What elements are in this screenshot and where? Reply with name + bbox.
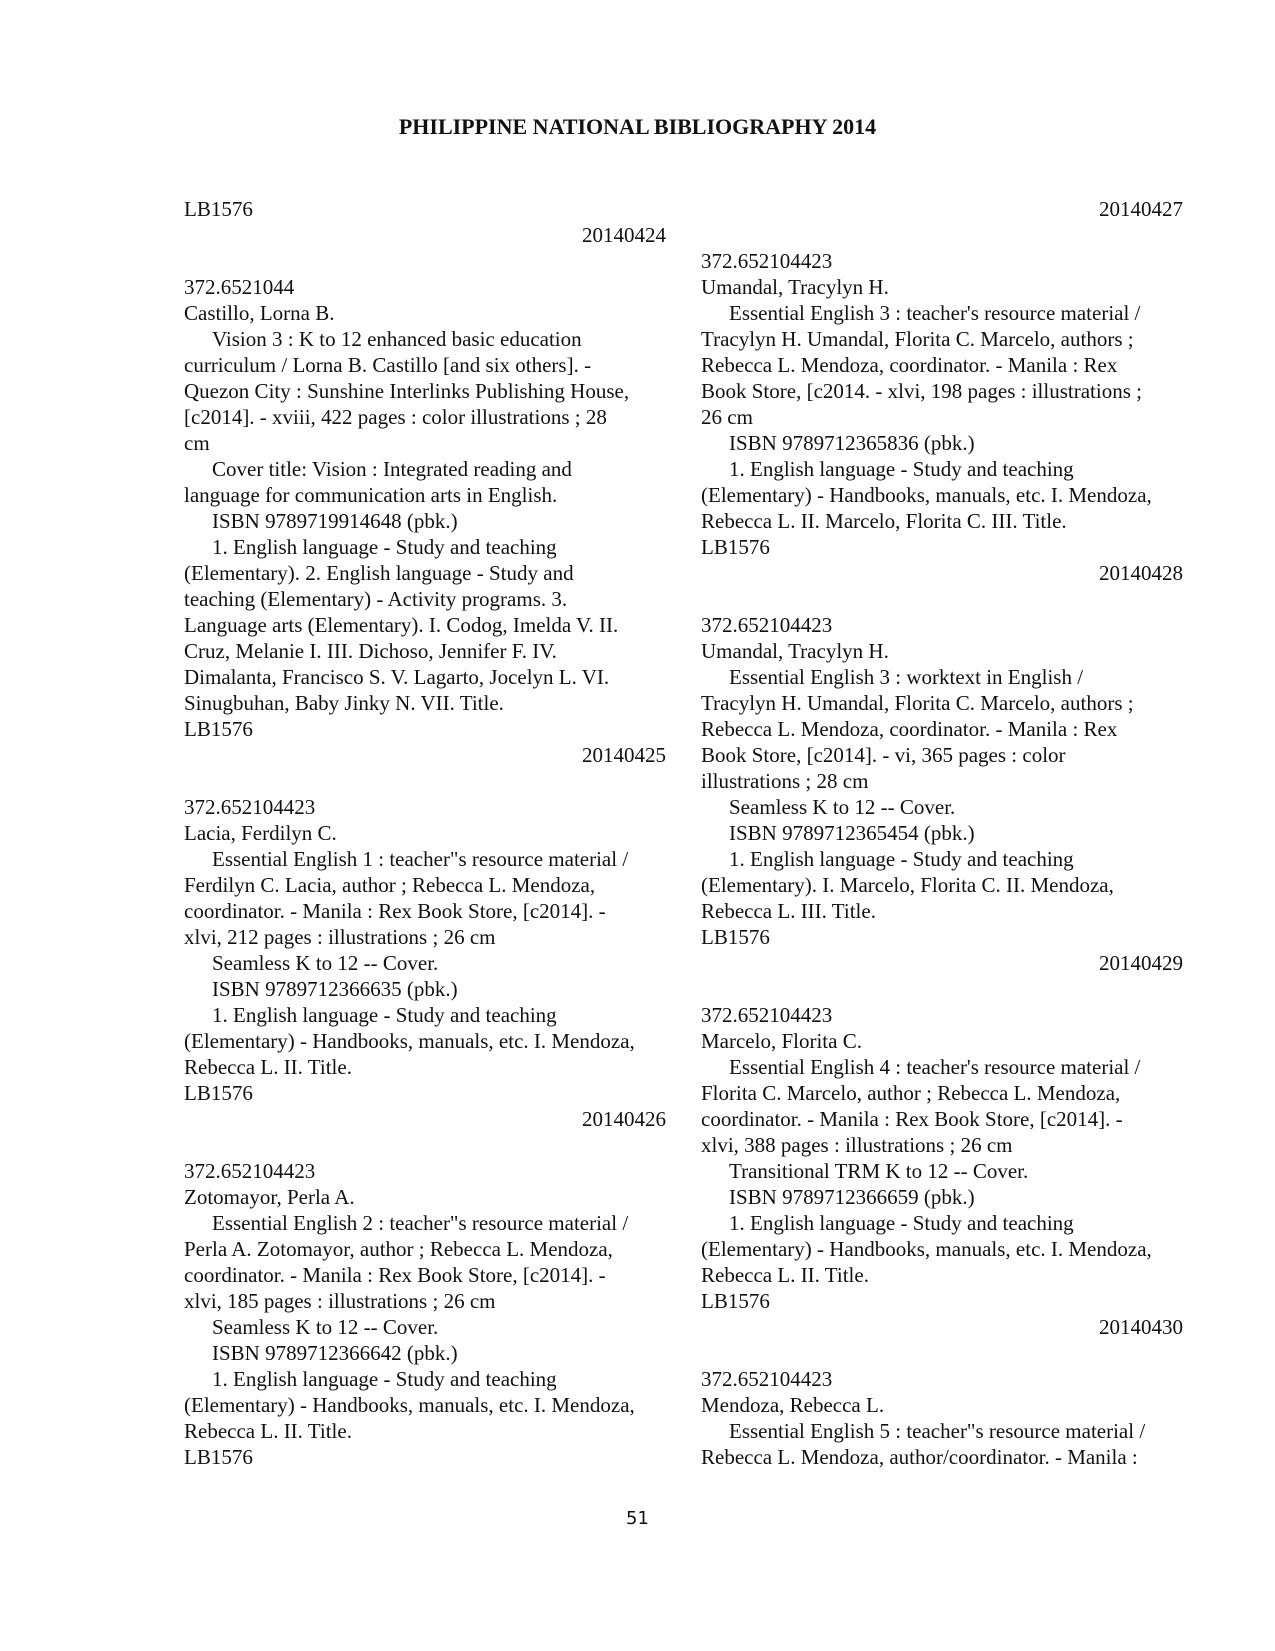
right-record-date: 20140429 xyxy=(1099,951,1183,975)
right-spacer xyxy=(701,976,1183,1002)
left-entry-line: LB1576 xyxy=(184,1445,253,1469)
right-entry-line: ISBN 9789712365836 (pbk.) xyxy=(729,431,975,455)
right-entry-line: LB1576 xyxy=(701,925,770,949)
right-entry-line: LB1576 xyxy=(701,1289,770,1313)
right-entry-line: Mendoza, Rebecca L. xyxy=(701,1393,885,1417)
right-entry-line: ISBN 9789712365454 (pbk.) xyxy=(729,821,975,845)
left-entry-line: 1. English language - Study and teaching xyxy=(212,1367,557,1391)
left-entry-line: Castillo, Lorna B. xyxy=(184,301,335,325)
left-column xyxy=(184,196,666,1470)
right-entry-line: 1. English language - Study and teaching xyxy=(729,1211,1074,1235)
right-entry-line: Essential English 5 : teacher"s resource material / xyxy=(729,1419,1146,1443)
left-entry-line: 372.652104423 xyxy=(184,795,316,819)
right-entry-line: Tracylyn H. Umandal, Florita C. Marcelo, authors ; xyxy=(701,327,1134,351)
right-entry-line: Umandal, Tracylyn H. xyxy=(701,275,889,299)
right-entry-line: Transitional TRM K to 12 -- Cover. xyxy=(729,1159,1029,1183)
page-title: PHILIPPINE NATIONAL BIBLIOGRAPHY 2014 xyxy=(398,114,877,139)
left-entry-line: Lacia, Ferdilyn C. xyxy=(184,821,337,845)
right-entry-line: Rebecca L. Mendoza, coordinator. - Manila : Rex xyxy=(701,353,1118,377)
right-entry-line: Seamless K to 12 -- Cover. xyxy=(729,795,956,819)
left-entry-line: 372.6521044 xyxy=(184,275,295,299)
right-entry-line: 1. English language - Study and teaching xyxy=(729,457,1074,481)
left-entry-line: Sinugbuhan, Baby Jinky N. VII. Title. xyxy=(184,691,504,715)
right-record-date: 20140428 xyxy=(1099,561,1183,585)
right-spacer xyxy=(701,222,1183,248)
right-entry-line: xlvi, 388 pages : illustrations ; 26 cm xyxy=(701,1133,1013,1157)
right-entry-line: coordinator. - Manila : Rex Book Store, [c2014]. - xyxy=(701,1107,1123,1131)
left-entry-line: Seamless K to 12 -- Cover. xyxy=(212,1315,439,1339)
left-entry-line: Zotomayor, Perla A. xyxy=(184,1185,355,1209)
left-entry-line: LB1576 xyxy=(184,717,253,741)
right-entry-line: Tracylyn H. Umandal, Florita C. Marcelo, authors ; xyxy=(701,691,1134,715)
left-entry-line: LB1576 xyxy=(184,1081,253,1105)
left-record-date: 20140424 xyxy=(582,223,666,247)
left-entry-line: Essential English 2 : teacher"s resource material / xyxy=(212,1211,629,1235)
left-entry-line: LB1576 xyxy=(184,197,253,221)
right-entry-line: 372.652104423 xyxy=(701,249,833,273)
right-entry-line: 372.652104423 xyxy=(701,1003,833,1027)
right-entry-line: ISBN 9789712366659 (pbk.) xyxy=(729,1185,975,1209)
left-entry-line: 1. English language - Study and teaching xyxy=(212,1003,557,1027)
right-entry-line: Essential English 3 : worktext in English / xyxy=(729,665,1084,689)
left-entry-line: Rebecca L. II. Title. xyxy=(184,1419,352,1443)
left-record-date: 20140425 xyxy=(582,743,666,767)
left-entry-line: coordinator. - Manila : Rex Book Store, [c2014]. - xyxy=(184,899,606,923)
left-entry-line: (Elementary) - Handbooks, manuals, etc. I. Mendoza, xyxy=(184,1029,635,1053)
left-entry-line: 372.652104423 xyxy=(184,1159,316,1183)
right-spacer xyxy=(701,586,1183,612)
right-entry-line: (Elementary) - Handbooks, manuals, etc. I. Mendoza, xyxy=(701,1237,1152,1261)
right-entry-line: (Elementary). I. Marcelo, Florita C. II. Mendoza, xyxy=(701,873,1114,897)
right-spacer xyxy=(701,1340,1183,1366)
left-entry-line: [c2014]. - xviii, 422 pages : color illustrations ; 28 xyxy=(184,405,607,429)
left-entry-line: language for communication arts in English. xyxy=(184,483,558,507)
left-entry-line: ISBN 9789712366642 (pbk.) xyxy=(212,1341,458,1365)
right-entry-line: illustrations ; 28 cm xyxy=(701,769,869,793)
right-entry-line: (Elementary) - Handbooks, manuals, etc. I. Mendoza, xyxy=(701,483,1152,507)
right-entry-line: Rebecca L. Mendoza, author/coordinator. - Manila : xyxy=(701,1445,1138,1469)
left-entry-line: ISBN 9789712366635 (pbk.) xyxy=(212,977,458,1001)
right-entry-line: Rebecca L. II. Title. xyxy=(701,1263,869,1287)
right-record-date: 20140427 xyxy=(1099,197,1183,221)
left-entry-line: (Elementary) - Handbooks, manuals, etc. I. Mendoza, xyxy=(184,1393,635,1417)
left-entry-line: Language arts (Elementary). I. Codog, Imelda V. II. xyxy=(184,613,619,637)
left-spacer xyxy=(184,1132,666,1158)
left-entry-line: Cover title: Vision : Integrated reading and xyxy=(212,457,572,481)
left-entry-line: (Elementary). 2. English language - Study and xyxy=(184,561,574,585)
left-entry-line: teaching (Elementary) - Activity programs. 3. xyxy=(184,587,568,611)
right-entry-line: Umandal, Tracylyn H. xyxy=(701,639,889,663)
right-entry-line: Essential English 3 : teacher's resource material / xyxy=(729,301,1141,325)
right-entry-line: LB1576 xyxy=(701,535,770,559)
left-entry-line: Ferdilyn C. Lacia, author ; Rebecca L. Mendoza, xyxy=(184,873,596,897)
left-spacer xyxy=(184,768,666,794)
right-entry-line: 1. English language - Study and teaching xyxy=(729,847,1074,871)
right-entry-line: Book Store, [c2014. - xlvi, 198 pages : illustrations ; xyxy=(701,379,1142,403)
right-entry-line: Rebecca L. II. Marcelo, Florita C. III. Title. xyxy=(701,509,1067,533)
left-entry-line: xlvi, 212 pages : illustrations ; 26 cm xyxy=(184,925,496,949)
left-entry-line: 1. English language - Study and teaching xyxy=(212,535,557,559)
left-entry-line: Vision 3 : K to 12 enhanced basic education xyxy=(212,327,582,351)
right-entry-line: Rebecca L. Mendoza, coordinator. - Manila : Rex xyxy=(701,717,1118,741)
page-number: 51 xyxy=(626,1508,649,1529)
right-entry-line: Marcelo, Florita C. xyxy=(701,1029,862,1053)
left-entry-line: xlvi, 185 pages : illustrations ; 26 cm xyxy=(184,1289,496,1313)
right-entry-line: Rebecca L. III. Title. xyxy=(701,899,876,923)
left-entry-line: Quezon City : Sunshine Interlinks Publishing House, xyxy=(184,379,630,403)
left-spacer xyxy=(184,248,666,274)
left-entry-line: ISBN 9789719914648 (pbk.) xyxy=(212,509,458,533)
left-entry-line: curriculum / Lorna B. Castillo [and six others]. - xyxy=(184,353,592,377)
right-entry-line: Florita C. Marcelo, author ; Rebecca L. Mendoza, xyxy=(701,1081,1121,1105)
left-entry-line: Seamless K to 12 -- Cover. xyxy=(212,951,439,975)
right-record-date: 20140430 xyxy=(1099,1315,1183,1339)
left-entry-line: coordinator. - Manila : Rex Book Store, [c2014]. - xyxy=(184,1263,606,1287)
left-entry-line: cm xyxy=(184,431,210,455)
right-entry-line: 372.652104423 xyxy=(701,613,833,637)
right-entry-line: Essential English 4 : teacher's resource material / xyxy=(729,1055,1141,1079)
left-record-date: 20140426 xyxy=(582,1107,666,1131)
left-entry-line: Essential English 1 : teacher"s resource material / xyxy=(212,847,629,871)
left-entry-line: Dimalanta, Francisco S. V. Lagarto, Jocelyn L. VI. xyxy=(184,665,610,689)
right-entry-line: 26 cm xyxy=(701,405,753,429)
left-entry-line: Cruz, Melanie I. III. Dichoso, Jennifer F. IV. xyxy=(184,639,557,663)
right-entry-line: 372.652104423 xyxy=(701,1367,833,1391)
right-column xyxy=(701,196,1183,1470)
right-entry-line: Book Store, [c2014]. - vi, 365 pages : color xyxy=(701,743,1066,767)
left-entry-line: Rebecca L. II. Title. xyxy=(184,1055,352,1079)
left-entry-line: Perla A. Zotomayor, author ; Rebecca L. Mendoza, xyxy=(184,1237,613,1261)
